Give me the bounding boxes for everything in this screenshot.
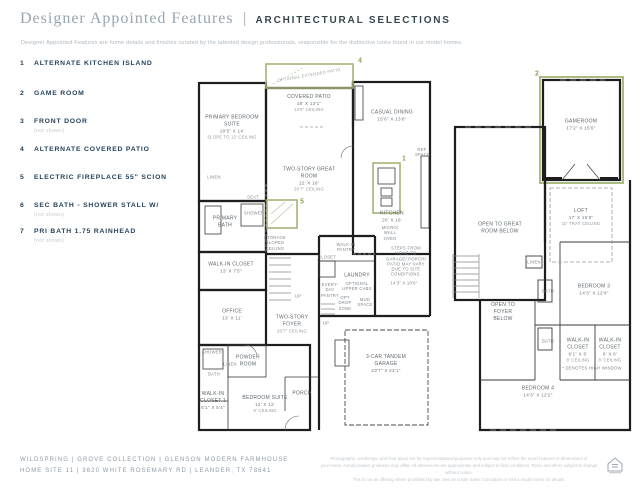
feature-item: ALTERNATE KITCHEN ISLAND [34, 60, 153, 67]
option-marker-covered-patio: 4 [358, 57, 362, 65]
feature-num: 7 [20, 228, 25, 235]
feature-num: 5 [20, 174, 25, 181]
room-label-primary-suite: PRIMARY BEDROOM SUITE 18'5" X 14' SLOPE TO 12' CEILING [205, 114, 259, 140]
room-label-great-room: TWO-STORY GREAT ROOM 22' X 18' 20'7" CEILING [282, 166, 336, 192]
room-label-loft: LOFT 17' X 15'6" 10' TRAY CEILING [561, 207, 601, 226]
feature-item: ALTERNATE COVERED PATIO [34, 146, 150, 153]
note-high-window: * DENOTES HIGH WINDOW [562, 365, 622, 371]
feature-num: 3 [20, 118, 25, 125]
room-label-bedroom-4: BEDROOM 4 14'3" X 12'2" [521, 385, 555, 398]
footer-project-info [20, 455, 288, 476]
feature-num: 1 [20, 60, 25, 67]
room-label-casual-dining: CASUAL DINING 15'6" X 13'6" [371, 109, 413, 122]
room-label-linen: LINEN [207, 174, 221, 180]
room-label-foyer: TWO-STORY FOYER 20'7" CEILING [275, 314, 309, 333]
feature-item: FRONT DOOR [34, 118, 88, 125]
footer-project-line: WILDSPRING | GROVE COLLECTION | GLENSON MODERN FARMHOUSE [20, 457, 289, 463]
room-label-shower: SHOWER [243, 210, 265, 216]
room-label-seat: SEAT [247, 194, 259, 200]
page-header [20, 10, 451, 28]
room-label-walkin-closet-1: WALK-IN CLOSET 1 6'1" X 5'4" [199, 391, 227, 410]
feature-item: SEC BATH - SHOWER STALL W/ [34, 202, 160, 209]
room-label-bedroom-suite: BEDROOM SUITE 12' X 12' 9' CEILING [242, 394, 288, 413]
label-open-to-foyer: OPEN TO FOYER BELOW [490, 301, 516, 322]
room-label-office: OFFICE 13' X 11' [222, 308, 242, 321]
room-label-walkin-closet-b: WALK-IN CLOSET 6' X 6' 8' CEILING [598, 337, 622, 363]
room-label-walkin-pantry: WALK-IN PANTRY [336, 241, 356, 252]
feature-num: 6 [20, 202, 25, 209]
feature-note: (not shown) [34, 128, 65, 134]
room-label-opt-upper-cabs: OPTIONAL UPPER CABS [342, 280, 372, 291]
room-label-linen-f2: LINEN [527, 259, 541, 265]
label-breezeway-dim: 14'3" X 10'8" [390, 280, 418, 286]
feature-item: PRI BATH 1.75 RAINHEAD [34, 228, 137, 235]
second-floor-plan [440, 70, 635, 445]
room-label-bath: BATH [208, 371, 220, 377]
room-label-ref-space: REF SPACE [415, 146, 431, 157]
room-label-bath-b: BATH [542, 338, 554, 344]
room-label-everyday-pantry: EVERY-DAY PANTRY [320, 282, 340, 298]
room-label-micro-wall-oven: MICRO/ WALL OVEN [381, 225, 399, 241]
room-label-walkin-closet: WALK-IN CLOSET 13' X 7'5" [208, 261, 254, 274]
note-steps-vary: STEPS FROM HOME TO GARAGE/ PORCH/ PATIO MAY VARY DUE TO SITE CONDITIONS. [385, 245, 427, 277]
disclaimer-line: your home. Actual product produced may differ. All dimensions are approximate and subject to field conditions. Plans and offers subject to change without notice. [320, 462, 598, 475]
first-floor-plan [185, 56, 435, 448]
room-label-optional-extended-patio: OPTIONAL EXTENDED PATIO [277, 66, 341, 83]
option-marker-kitchen-island: 1 [402, 155, 406, 163]
room-label-kitchen: KITCHEN 20' X 16' [380, 210, 404, 223]
room-label-mud-space: MUD SPACE [357, 296, 373, 307]
feature-note: (not shown) [34, 238, 65, 244]
feature-num: 4 [20, 146, 25, 153]
equal-housing-icon [606, 456, 624, 474]
title-divider: | [242, 10, 247, 27]
room-label-covered-patio: COVERED PATIO 18' X 13'1" 14'0" CEILING [287, 93, 331, 112]
feature-item: ELECTRIC FIREPLACE 55" SCION [34, 174, 167, 181]
page-description: Designer Appointed Features are home details and finishes curated by the talented design professionals, responsible for the distinctive looks found in our model homes. [21, 40, 463, 46]
label-up-stairs: UP [294, 293, 302, 299]
feature-note: (not shown) [34, 212, 65, 218]
room-label-gameroom: GAMEROOM 17'2" X 15'6" [564, 118, 598, 131]
footer-address-line: HOME SITE 11 | 3620 WHITE ROSEMARY RD | LEANDER, TX 78641 [20, 467, 272, 474]
room-label-porch: PORCH [292, 390, 312, 397]
feature-item: GAME ROOM [34, 90, 85, 97]
option-marker-gameroom: 2 [535, 70, 539, 78]
room-label-storage: STORAGE SLOPED CEILING [263, 235, 287, 251]
disclaimer-line: Photographs, renderings, and floor plans are for representational purposes only and may not reflect the exact features or dimensions of [330, 456, 588, 461]
disclaimer-line: This is not an offering where prohibited by law. See an onsite Sales Consultant or visit a model home for details. [352, 476, 566, 482]
room-label-powder-room: POWDER ROOM [236, 354, 260, 367]
room-label-shower-2: SHOWER [201, 349, 223, 355]
room-label-primary-bath: PRIMARY BATH [212, 215, 238, 228]
label-up-stairs-2: UP [322, 320, 330, 326]
feature-num: 2 [20, 90, 25, 97]
room-label-bath-a: BATH [542, 288, 554, 294]
room-label-laundry: LAUNDRY [344, 272, 370, 279]
option-marker-fireplace: 5 [300, 198, 304, 206]
room-label-opt-drop-zone: OPT DROP ZONE [338, 295, 352, 311]
room-label-bedroom-3: BEDROOM 3 14'3" X 12'4" [577, 283, 611, 296]
footer-disclaimer [318, 456, 600, 484]
label-open-to-great-room: OPEN TO GREAT ROOM BELOW [478, 221, 522, 234]
room-label-linen-2: LINEN [223, 361, 237, 367]
room-label-closet: CLOSET [317, 254, 337, 260]
page-title: Designer Appointed Features [20, 10, 234, 27]
room-label-walkin-closet-a: WALK-IN CLOSET 6'1" X 6' 8' CEILING [566, 337, 590, 363]
page-subtitle-caps: ARCHITECTURAL SELECTIONS [255, 15, 451, 26]
room-label-garage: 3-CAR TANDEM GARAGE 23'7" X 23'1" [365, 354, 407, 373]
